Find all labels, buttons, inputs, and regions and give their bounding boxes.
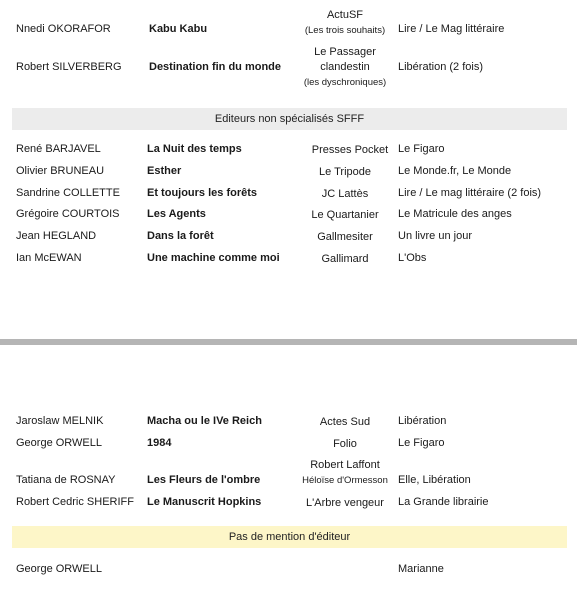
author: Jean HEGLAND <box>16 230 97 242</box>
press-mention: Le Matricule des anges <box>398 208 512 220</box>
press-mention: Lire / Le mag littéraire (2 fois) <box>398 187 542 199</box>
publisher: Gallimard <box>321 253 369 265</box>
publisher <box>290 45 400 90</box>
press-mention: Le Figaro <box>398 437 445 449</box>
table-row <box>0 165 577 185</box>
author: George ORWELL <box>16 563 103 575</box>
press-mention: Le Figaro <box>398 143 445 155</box>
publisher-line: Le Passager <box>314 46 376 58</box>
press-mention: Le Monde.fr, Le Monde <box>398 165 512 177</box>
book-title: La Nuit des temps <box>147 143 242 155</box>
book-title: Destination fin du monde <box>149 61 281 73</box>
publisher: Le Quartanier <box>311 209 379 221</box>
author: Tatiana de ROSNAY <box>16 474 116 486</box>
publisher: L'Arbre vengeur <box>306 497 384 509</box>
table-row <box>0 44 577 90</box>
table-row <box>0 6 577 48</box>
publisher-line: Robert Laffont <box>310 459 380 471</box>
press-mention: Elle, Libération <box>398 474 471 486</box>
section-header: Editeurs non spécialisés SFFF <box>12 108 567 130</box>
press-mention: La Grande librairie <box>398 496 489 508</box>
publisher: Gallmesiter <box>317 231 373 243</box>
press-mention: Libération <box>398 415 447 427</box>
press-mention: Marianne <box>398 563 444 575</box>
author: Olivier BRUNEAU <box>16 165 105 177</box>
table-row <box>0 563 577 583</box>
book-title: Macha ou le IVe Reich <box>147 415 262 427</box>
press-mention: Lire / Le Mag littéraire <box>398 23 505 35</box>
author: René BARJAVEL <box>16 143 101 155</box>
book-title: Le Manuscrit Hopkins <box>147 496 262 508</box>
book-title: Et toujours les forêts <box>147 187 258 199</box>
publisher-line: clandestin <box>320 61 370 73</box>
author: Jaroslaw MELNIK <box>16 415 104 427</box>
page-divider <box>0 339 577 345</box>
table-row <box>0 143 577 163</box>
book-title: Les Agents <box>147 208 206 220</box>
book-title: Kabu Kabu <box>149 23 208 35</box>
publisher: Folio <box>333 438 357 450</box>
press-mention: L'Obs <box>398 252 427 264</box>
section-header: Pas de mention d'éditeur <box>12 526 567 548</box>
book-title: Les Fleurs de l'ombre <box>147 474 261 486</box>
press-mention: Un livre un jour <box>398 230 472 242</box>
author: Robert Cedric SHERIFF <box>16 496 134 508</box>
publisher-line: Héloïse d'Ormesson <box>302 475 388 486</box>
press-mention: Libération (2 fois) <box>398 61 483 73</box>
publisher: Presses Pocket <box>311 144 389 156</box>
publisher: JC Lattès <box>321 188 369 200</box>
publisher-line: (Les trois souhaits) <box>304 25 386 36</box>
publisher-line: (les dyschroniques) <box>303 77 387 88</box>
book-title: Une machine comme moi <box>147 252 280 264</box>
table-row <box>0 496 577 516</box>
author: Nnedi OKORAFOR <box>16 23 111 35</box>
publisher: Le Tripode <box>319 166 371 178</box>
author: Sandrine COLLETTE <box>16 187 120 199</box>
book-title: Dans la forêt <box>147 230 214 242</box>
table-row <box>0 230 577 250</box>
author: Grégoire COURTOIS <box>16 208 120 220</box>
publisher <box>290 458 400 488</box>
author: George ORWELL <box>16 437 103 449</box>
table-row <box>0 437 577 457</box>
book-title: 1984 <box>147 437 172 449</box>
author: Ian McEWAN <box>16 252 82 264</box>
table-row <box>0 252 577 272</box>
publisher-line: ActuSF <box>326 9 364 21</box>
publisher <box>290 8 400 38</box>
author: Robert SILVERBERG <box>16 61 122 73</box>
table-row <box>0 208 577 228</box>
book-title: Esther <box>147 165 182 177</box>
table-row <box>0 415 577 435</box>
publisher: Actes Sud <box>319 416 371 428</box>
table-row <box>0 187 577 207</box>
table-row <box>0 458 577 488</box>
